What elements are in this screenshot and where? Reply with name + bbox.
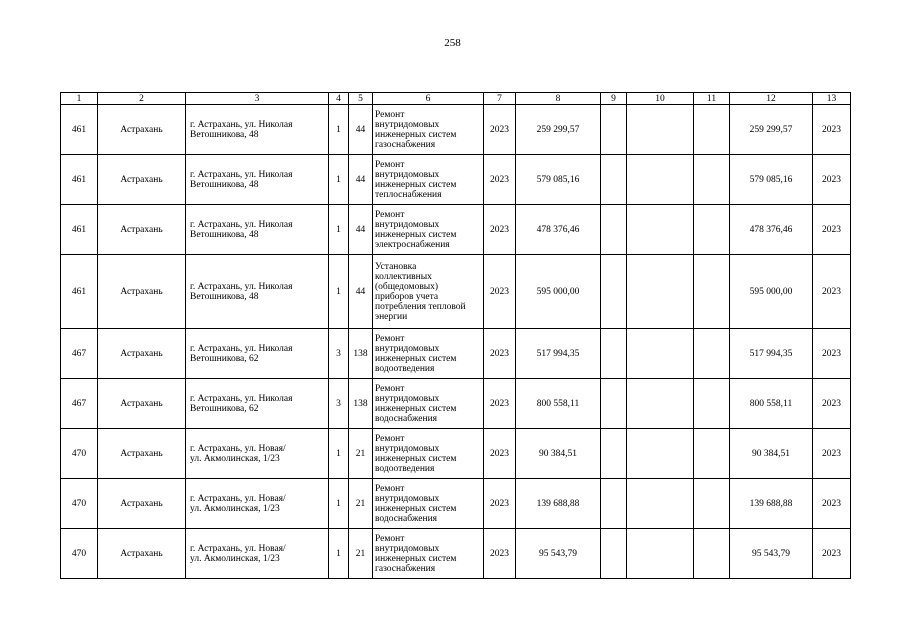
work-line: внутридомовых [375, 493, 440, 504]
work-line: водоотведения [375, 363, 435, 374]
work-line: Ремонт [375, 159, 405, 170]
col5-cell [349, 329, 373, 379]
work-type-cell [373, 529, 484, 579]
total-cell [730, 429, 813, 479]
item-number: 467 [71, 348, 87, 359]
work-type-cell [373, 205, 484, 255]
col4-cell [329, 379, 349, 429]
col5-cell [349, 255, 373, 329]
work-line: Ремонт [375, 533, 405, 544]
address-line: г. Астрахань, ул. Новая/ [190, 543, 286, 554]
total: 95 543,79 [752, 548, 790, 559]
total: 259 299,57 [749, 124, 793, 135]
address-cell [186, 429, 329, 479]
work-line: Ремонт [375, 383, 405, 394]
address-cell [186, 155, 329, 205]
work-line: инженерных систем [375, 403, 457, 414]
col11-cell [694, 329, 730, 379]
col5-value: 21 [355, 498, 366, 509]
end-year-cell [813, 529, 851, 579]
col10-cell [627, 205, 694, 255]
year: 2023 [490, 124, 509, 135]
work-type-cell [373, 479, 484, 529]
col5-cell [349, 429, 373, 479]
col10-cell [627, 529, 694, 579]
col4-value: 1 [336, 498, 341, 509]
work-line: потребления тепловой [375, 301, 466, 312]
col11-cell [694, 255, 730, 329]
column-number: 2 [98, 93, 186, 105]
year-cell [484, 255, 516, 329]
total-cell [730, 255, 813, 329]
city: Астрахань [120, 548, 163, 559]
end-year-cell [813, 479, 851, 529]
col11-cell [694, 429, 730, 479]
col4-cell [329, 205, 349, 255]
address-line: ул. Акмолинская, 1/23 [190, 453, 280, 464]
year-cell [484, 379, 516, 429]
col5-value: 44 [355, 286, 366, 297]
end-year: 2023 [822, 286, 841, 297]
end-year: 2023 [822, 348, 841, 359]
total: 139 688,88 [749, 498, 793, 509]
col4-value: 1 [336, 286, 341, 297]
end-year-cell [813, 429, 851, 479]
address-cell [186, 529, 329, 579]
end-year: 2023 [822, 174, 841, 185]
total: 595 000,00 [749, 286, 793, 297]
col11-cell [694, 529, 730, 579]
table-row [61, 529, 851, 579]
work-line: внутридомовых [375, 169, 440, 180]
city-cell [98, 105, 186, 155]
col10-cell [627, 329, 694, 379]
address-line: Ветошникова, 62 [190, 403, 259, 414]
total-cell [730, 105, 813, 155]
city: Астрахань [120, 498, 163, 509]
column-number: 3 [186, 93, 329, 105]
cost: 579 085,16 [536, 174, 580, 185]
column-number: 1 [61, 93, 98, 105]
col5-cell [349, 379, 373, 429]
item-number-cell [61, 255, 98, 329]
address-line: ул. Акмолинская, 1/23 [190, 503, 280, 514]
col4-value: 1 [336, 548, 341, 559]
col4-value: 3 [336, 398, 341, 409]
address-line: Ветошникова, 62 [190, 353, 259, 364]
total: 579 085,16 [749, 174, 793, 185]
address-line: г. Астрахань, ул. Николая [190, 219, 293, 230]
cost: 478 376,46 [536, 224, 580, 235]
col4-value: 3 [336, 348, 341, 359]
year-cell [484, 105, 516, 155]
total-cell [730, 329, 813, 379]
year-cell [484, 205, 516, 255]
address-cell [186, 329, 329, 379]
col10-cell [627, 155, 694, 205]
col5-value: 138 [353, 398, 368, 409]
year: 2023 [490, 224, 509, 235]
address-line: Ветошникова, 48 [190, 129, 259, 140]
end-year: 2023 [822, 448, 841, 459]
city-cell [98, 155, 186, 205]
cost: 595 000,00 [536, 286, 580, 297]
total: 478 376,46 [749, 224, 793, 235]
col9-cell [601, 379, 627, 429]
col11-cell [694, 479, 730, 529]
year: 2023 [490, 398, 509, 409]
city-cell [98, 205, 186, 255]
work-line: Ремонт [375, 483, 405, 494]
work-line: Ремонт [375, 333, 405, 344]
address-cell [186, 105, 329, 155]
col11-cell [694, 205, 730, 255]
column-number: 7 [484, 93, 516, 105]
col4-cell [329, 479, 349, 529]
page-number: 258 [444, 37, 461, 49]
end-year: 2023 [822, 498, 841, 509]
end-year: 2023 [822, 398, 841, 409]
address-cell [186, 379, 329, 429]
cost: 90 384,51 [539, 448, 577, 459]
col4-cell [329, 429, 349, 479]
item-number-cell [61, 379, 98, 429]
address-line: г. Астрахань, ул. Новая/ [190, 443, 286, 454]
year: 2023 [490, 174, 509, 185]
col10-cell [627, 429, 694, 479]
item-number: 470 [71, 548, 87, 559]
work-line: инженерных систем [375, 353, 457, 364]
address-line: ул. Акмолинская, 1/23 [190, 553, 280, 564]
col5-value: 21 [355, 448, 366, 459]
col9-cell [601, 329, 627, 379]
city: Астрахань [120, 448, 163, 459]
year: 2023 [490, 498, 509, 509]
city-cell [98, 479, 186, 529]
year: 2023 [490, 548, 509, 559]
cost-cell [516, 429, 601, 479]
address-line: г. Астрахань, ул. Николая [190, 343, 293, 354]
cost: 800 558,11 [536, 398, 580, 409]
work-line: внутридомовых [375, 443, 440, 454]
end-year-cell [813, 329, 851, 379]
work-line: Установка [375, 261, 417, 272]
year-cell [484, 529, 516, 579]
col4-cell [329, 329, 349, 379]
work-line: инженерных систем [375, 553, 457, 564]
work-line: инженерных систем [375, 129, 457, 140]
work-line: инженерных систем [375, 179, 457, 190]
work-line: инженерных систем [375, 229, 457, 240]
work-line: Ремонт [375, 209, 405, 220]
total: 90 384,51 [752, 448, 790, 459]
col5-cell [349, 205, 373, 255]
year-cell [484, 429, 516, 479]
work-type-cell [373, 255, 484, 329]
address-line: Ветошникова, 48 [190, 291, 259, 302]
column-number: 9 [601, 93, 627, 105]
year: 2023 [490, 448, 509, 459]
column-number: 5 [349, 93, 373, 105]
total-cell [730, 479, 813, 529]
item-number-cell [61, 479, 98, 529]
column-number: 11 [694, 93, 730, 105]
col5-cell [349, 105, 373, 155]
item-number-cell [61, 529, 98, 579]
col4-cell [329, 105, 349, 155]
address-cell [186, 205, 329, 255]
year: 2023 [490, 286, 509, 297]
year: 2023 [490, 348, 509, 359]
address-line: г. Астрахань, ул. Николая [190, 169, 293, 180]
column-number: 6 [373, 93, 484, 105]
year-cell [484, 155, 516, 205]
item-number: 461 [71, 224, 87, 235]
work-line: Ремонт [375, 433, 405, 444]
work-type-cell [373, 379, 484, 429]
city-cell [98, 255, 186, 329]
col5-value: 138 [353, 348, 368, 359]
item-number-cell [61, 105, 98, 155]
work-line: водоснабжения [375, 413, 438, 424]
col5-value: 44 [355, 174, 366, 185]
address-cell [186, 255, 329, 329]
work-type-cell [373, 105, 484, 155]
cost: 517 994,35 [536, 348, 580, 359]
total-cell [730, 155, 813, 205]
col11-cell [694, 155, 730, 205]
col4-cell [329, 529, 349, 579]
col11-cell [694, 105, 730, 155]
address-line: Ветошникова, 48 [190, 179, 259, 190]
table-row [61, 105, 851, 155]
cost-cell [516, 329, 601, 379]
item-number: 470 [71, 498, 87, 509]
col10-cell [627, 479, 694, 529]
work-line: (общедомовых) [375, 281, 439, 292]
column-number: 8 [516, 93, 601, 105]
item-number-cell [61, 329, 98, 379]
cost-cell [516, 479, 601, 529]
work-type-cell [373, 329, 484, 379]
table-row [61, 155, 851, 205]
city: Астрахань [120, 398, 163, 409]
cost: 259 299,57 [536, 124, 580, 135]
work-line: инженерных систем [375, 453, 457, 464]
col4-value: 1 [336, 124, 341, 135]
city: Астрахань [120, 174, 163, 185]
work-type-cell [373, 155, 484, 205]
item-number: 461 [71, 286, 87, 297]
work-line: внутридомовых [375, 393, 440, 404]
item-number-cell [61, 155, 98, 205]
col10-cell [627, 105, 694, 155]
cost-cell [516, 105, 601, 155]
end-year: 2023 [822, 124, 841, 135]
col9-cell [601, 529, 627, 579]
city: Астрахань [120, 348, 163, 359]
city-cell [98, 379, 186, 429]
city-cell [98, 429, 186, 479]
work-line: инженерных систем [375, 503, 457, 514]
col5-cell [349, 479, 373, 529]
city: Астрахань [120, 286, 163, 297]
column-number: 12 [730, 93, 813, 105]
work-line: внутридомовых [375, 343, 440, 354]
col5-value: 44 [355, 224, 366, 235]
cost: 139 688,88 [536, 498, 580, 509]
col9-cell [601, 105, 627, 155]
cost-cell [516, 205, 601, 255]
col9-cell [601, 479, 627, 529]
column-number-row [61, 93, 851, 105]
column-number: 13 [813, 93, 851, 105]
col5-cell [349, 529, 373, 579]
col10-cell [627, 255, 694, 329]
cost: 95 543,79 [539, 548, 577, 559]
work-line: водоснабжения [375, 513, 438, 524]
table-row [61, 329, 851, 379]
col4-cell [329, 255, 349, 329]
col11-cell [694, 379, 730, 429]
col5-value: 21 [355, 548, 366, 559]
work-line: внутридомовых [375, 119, 440, 130]
col9-cell [601, 255, 627, 329]
cost-cell [516, 529, 601, 579]
work-line: газоснабжения [375, 563, 436, 574]
work-line: Ремонт [375, 109, 405, 120]
total-cell [730, 205, 813, 255]
col4-cell [329, 155, 349, 205]
address-line: г. Астрахань, ул. Николая [190, 393, 293, 404]
address-line: Ветошникова, 48 [190, 229, 259, 240]
col4-value: 1 [336, 224, 341, 235]
end-year-cell [813, 105, 851, 155]
address-line: г. Астрахань, ул. Новая/ [190, 493, 286, 504]
address-line: г. Астрахань, ул. Николая [190, 119, 293, 130]
end-year-cell [813, 205, 851, 255]
end-year-cell [813, 255, 851, 329]
column-number: 4 [329, 93, 349, 105]
table-row [61, 255, 851, 329]
end-year: 2023 [822, 548, 841, 559]
end-year-cell [813, 379, 851, 429]
total-cell [730, 379, 813, 429]
item-number-cell [61, 205, 98, 255]
end-year-cell [813, 155, 851, 205]
table-row [61, 205, 851, 255]
end-year: 2023 [822, 224, 841, 235]
table-row [61, 429, 851, 479]
address-cell [186, 479, 329, 529]
col9-cell [601, 155, 627, 205]
item-number: 467 [71, 398, 87, 409]
city-cell [98, 329, 186, 379]
work-line: электроснабжения [375, 239, 450, 250]
col4-value: 1 [336, 174, 341, 185]
table-row [61, 479, 851, 529]
col5-cell [349, 155, 373, 205]
total-cell [730, 529, 813, 579]
work-line: энергии [375, 311, 408, 322]
item-number-cell [61, 429, 98, 479]
col9-cell [601, 205, 627, 255]
cost-cell [516, 379, 601, 429]
total: 517 994,35 [749, 348, 793, 359]
year-cell [484, 329, 516, 379]
table-row [61, 379, 851, 429]
work-line: внутридомовых [375, 219, 440, 230]
work-line: приборов учета [375, 291, 439, 302]
city: Астрахань [120, 124, 163, 135]
work-line: коллективных [375, 271, 432, 282]
item-number: 461 [71, 174, 87, 185]
work-line: газоснабжения [375, 139, 436, 150]
col4-value: 1 [336, 448, 341, 459]
column-number: 10 [627, 93, 694, 105]
cost-cell [516, 155, 601, 205]
col9-cell [601, 429, 627, 479]
repair-table [60, 92, 851, 579]
col10-cell [627, 379, 694, 429]
col5-value: 44 [355, 124, 366, 135]
total: 800 558,11 [749, 398, 793, 409]
work-type-cell [373, 429, 484, 479]
work-line: внутридомовых [375, 543, 440, 554]
work-line: теплоснабжения [375, 189, 442, 200]
address-line: г. Астрахань, ул. Николая [190, 281, 293, 292]
city: Астрахань [120, 224, 163, 235]
item-number: 461 [71, 124, 87, 135]
year-cell [484, 479, 516, 529]
city-cell [98, 529, 186, 579]
work-line: водоотведения [375, 463, 435, 474]
cost-cell [516, 255, 601, 329]
item-number: 470 [71, 448, 87, 459]
